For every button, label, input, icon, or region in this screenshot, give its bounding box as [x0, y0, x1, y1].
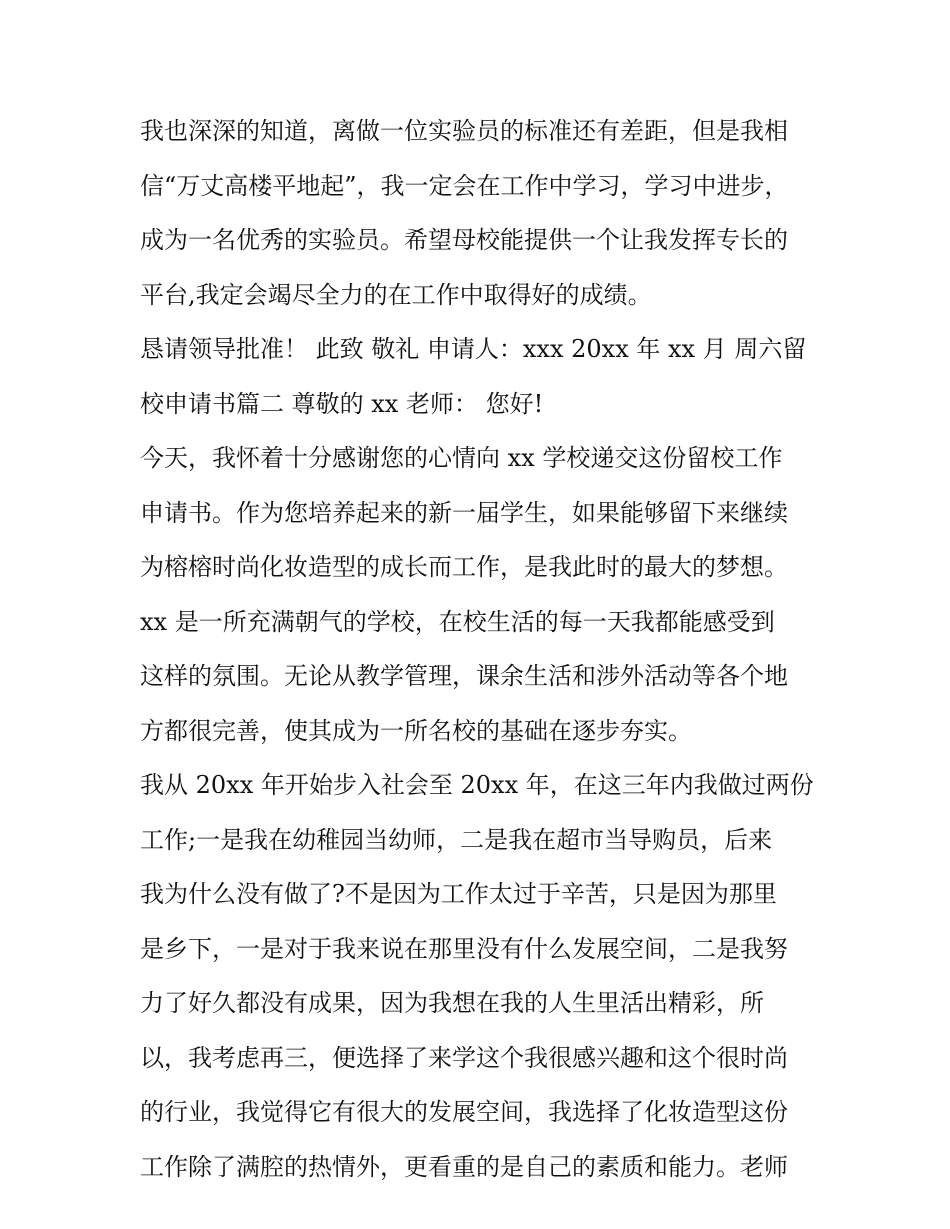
text-line: 我为什么没有做了?不是因为工作太过于辛苦，只是因为那里: [140, 880, 777, 908]
text-line: 我从 20xx 年开始步入社会至 20xx 年，在这三年内我做过两份: [140, 771, 814, 799]
text-line: 成为一名优秀的实验员。希望母校能提供一个让我发挥专长的: [140, 226, 788, 254]
text-line: 是乡下，一是对于我来说在那里没有什么发展空间，二是我努: [140, 934, 788, 963]
text-line: 信“万丈高楼平地起”，我一定会在工作中学习，学习中进步，: [140, 171, 789, 200]
text-line: xx 是一所充满朝气的学校，在校生活的每一天我都能感受到: [140, 607, 775, 636]
text-line: 方都很完善，使其成为一所名校的基础在逐步夯实。: [140, 716, 692, 745]
text-line: 我也深深的知道，离做一位实验员的标准还有差距，但是我相: [140, 117, 788, 145]
text-line: 申请书。作为您培养起来的新一届学生，如果能够留下来继续: [140, 498, 788, 527]
text-line: 恳请领导批准！ 此致 敬礼 申请人：xxx 20xx 年 xx 月 周六留: [140, 335, 807, 363]
text-line: 工作除了满腔的热情外，更看重的是自己的素质和能力。老师: [140, 1152, 788, 1181]
text-line: 力了好久都没有成果，因为我想在我的人生里活出精彩，所: [140, 989, 764, 1017]
text-line: 的行业，我觉得它有很大的发展空间，我选择了化妆造型这份: [140, 1098, 788, 1126]
document-body: [140, 104, 830, 1194]
text-line: 校申请书篇二 尊敬的 xx 老师： 您好!: [140, 389, 544, 418]
text-line: 平台,我定会竭尽全力的在工作中取得好的成绩。: [140, 280, 652, 309]
text-line: 以，我考虑再三，便选择了来学这个我很感兴趣和这个很时尚: [140, 1043, 788, 1072]
text-line: 这样的氛围。无论从教学管理，课余生活和涉外活动等各个地: [140, 662, 788, 690]
text-line: 今天，我怀着十分感谢您的心情向 xx 学校递交这份留校工作: [140, 444, 783, 472]
text-line: 为榕榕时尚化妆造型的成长而工作，是我此时的最大的梦想。: [140, 553, 788, 581]
text-line: 工作;一是我在幼稚园当幼师，二是我在超市当导购员，后来: [140, 825, 773, 854]
